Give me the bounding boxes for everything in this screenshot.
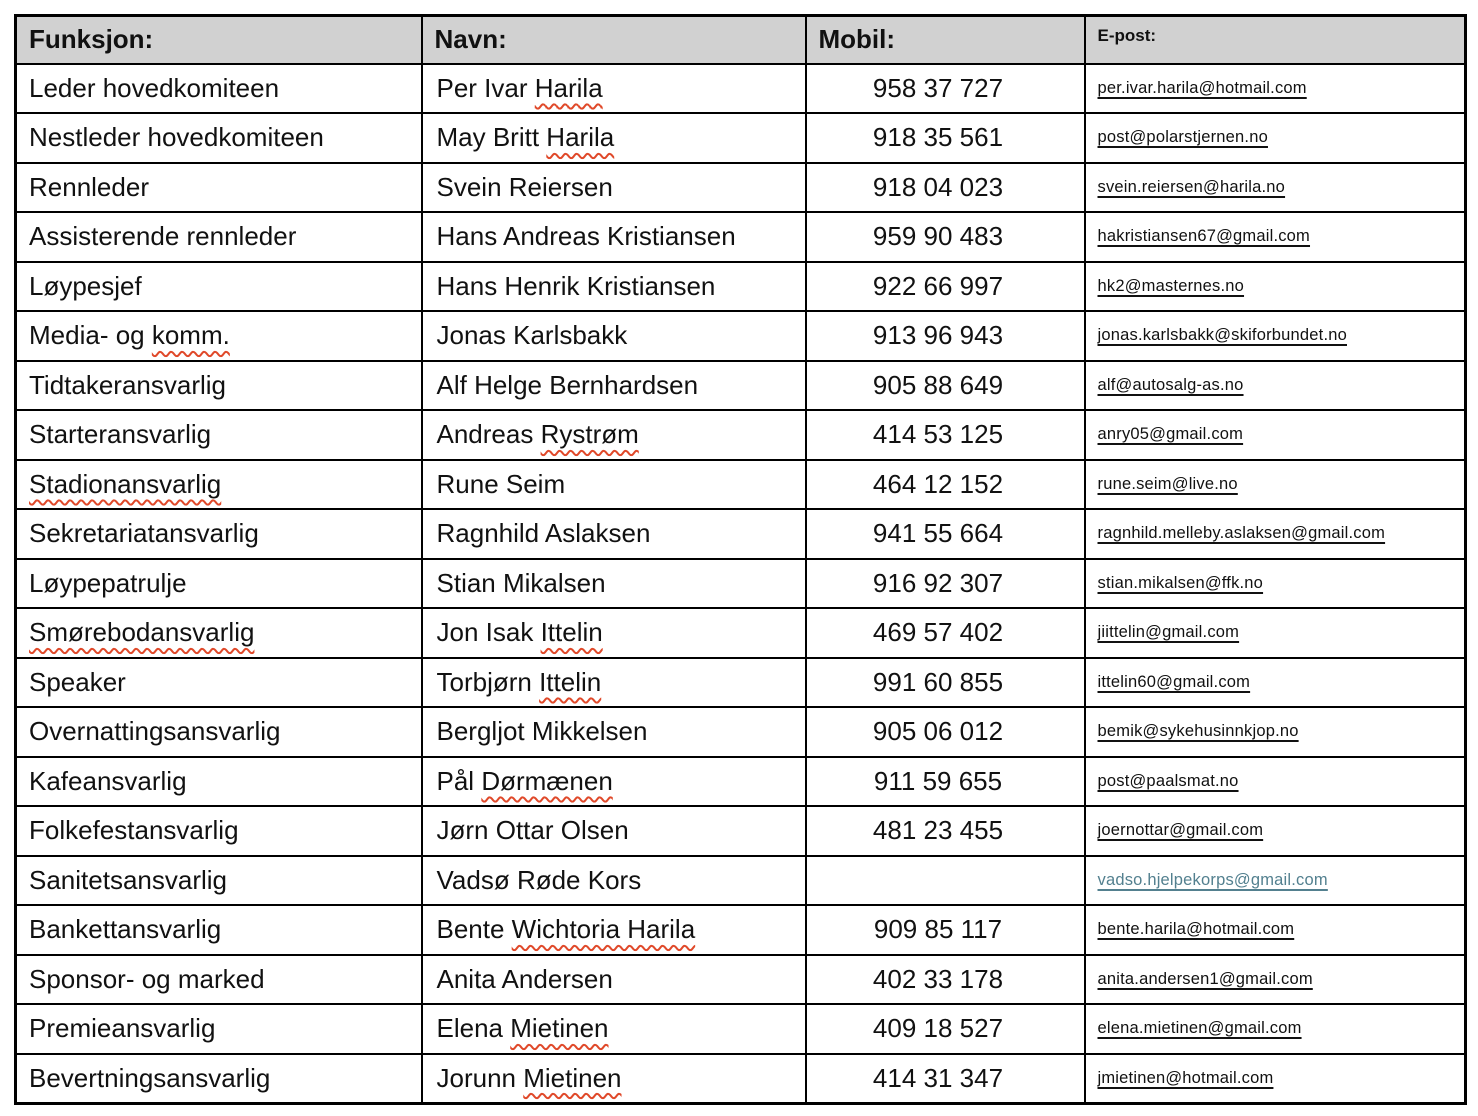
funksjon-cell: Bankettansvarlig: [16, 905, 422, 955]
navn-cell: Ragnhild Aslaksen: [422, 509, 806, 559]
navn-cell: Hans Andreas Kristiansen: [422, 212, 806, 262]
mobil-cell: 918 04 023: [806, 163, 1085, 213]
navn-cell: Rune Seim: [422, 460, 806, 510]
misspelled-text: Smørebodansvarlig: [29, 617, 255, 648]
email-link[interactable]: jmietinen@hotmail.com: [1097, 1068, 1274, 1087]
navn-cell: Jon Isak Ittelin: [422, 608, 806, 658]
navn-cell: Svein Reiersen: [422, 163, 806, 213]
funksjon-cell: Leder hovedkomiteen: [16, 64, 422, 114]
table-header: [16, 16, 1466, 64]
misspelled-text: Ittelin: [539, 666, 602, 697]
navn-cell: Alf Helge Bernhardsen: [422, 361, 806, 411]
epost-cell: [1085, 163, 1466, 213]
mobil-cell: 481 23 455: [806, 806, 1085, 856]
table-row: [16, 559, 1466, 609]
misspelled-text: Rystrøm: [540, 419, 639, 450]
epost-cell: [1085, 559, 1466, 609]
misspelled-text: komm.: [151, 320, 230, 351]
email-link[interactable]: per.ivar.harila@hotmail.com: [1097, 78, 1307, 97]
funksjon-cell: Assisterende rennleder: [16, 212, 422, 262]
table-row: [16, 113, 1466, 163]
funksjon-cell: Media- og komm.: [16, 311, 422, 361]
table-row: [16, 311, 1466, 361]
email-link[interactable]: svein.reiersen@harila.no: [1097, 177, 1286, 196]
mobil-cell: 941 55 664: [806, 509, 1085, 559]
column-header-mobil: Mobil:: [806, 16, 1085, 64]
mobil-cell: 922 66 997: [806, 262, 1085, 312]
email-link[interactable]: ittelin60@gmail.com: [1097, 672, 1251, 691]
navn-cell: Bergljot Mikkelsen: [422, 707, 806, 757]
mobil-cell: [806, 856, 1085, 906]
table-row: [16, 1054, 1466, 1104]
table-row: [16, 806, 1466, 856]
epost-cell: [1085, 658, 1466, 708]
epost-cell: [1085, 806, 1466, 856]
table-row: [16, 509, 1466, 559]
email-link[interactable]: hk2@masternes.no: [1097, 276, 1245, 295]
navn-cell: Jørn Ottar Olsen: [422, 806, 806, 856]
email-link[interactable]: anry05@gmail.com: [1097, 425, 1244, 444]
table-row: [16, 707, 1466, 757]
table-row: [16, 658, 1466, 708]
epost-cell: [1085, 311, 1466, 361]
mobil-cell: 414 31 347: [806, 1054, 1085, 1104]
navn-cell: Andreas Rystrøm: [422, 410, 806, 460]
table-row: [16, 361, 1466, 411]
navn-cell: Anita Andersen: [422, 955, 806, 1005]
email-link[interactable]: elena.mietinen@gmail.com: [1097, 1019, 1302, 1038]
table-row: [16, 1004, 1466, 1054]
funksjon-cell: Løypepatrulje: [16, 559, 422, 609]
navn-cell: Jonas Karlsbakk: [422, 311, 806, 361]
funksjon-cell: Løypesjef: [16, 262, 422, 312]
navn-cell: Stian Mikalsen: [422, 559, 806, 609]
email-link[interactable]: bente.harila@hotmail.com: [1097, 920, 1295, 939]
navn-cell: Elena Mietinen: [422, 1004, 806, 1054]
table-row: [16, 163, 1466, 213]
epost-cell: [1085, 361, 1466, 411]
misspelled-text: Harila: [534, 72, 603, 103]
email-link[interactable]: post@paalsmat.no: [1097, 771, 1239, 790]
mobil-cell: 909 85 117: [806, 905, 1085, 955]
epost-cell: [1085, 212, 1466, 262]
table-row: [16, 905, 1466, 955]
email-link[interactable]: anita.andersen1@gmail.com: [1097, 969, 1313, 988]
funksjon-cell: Folkefestansvarlig: [16, 806, 422, 856]
funksjon-cell: Kafeansvarlig: [16, 757, 422, 807]
epost-cell: [1085, 460, 1466, 510]
epost-cell: [1085, 410, 1466, 460]
email-link[interactable]: stian.mikalsen@ffk.no: [1097, 573, 1264, 592]
epost-cell: [1085, 64, 1466, 114]
column-header-epost: E-post:: [1085, 16, 1466, 64]
epost-cell: [1085, 856, 1466, 906]
mobil-cell: 905 06 012: [806, 707, 1085, 757]
email-link[interactable]: hakristiansen67@gmail.com: [1097, 227, 1311, 246]
funksjon-cell: Bevertningsansvarlig: [16, 1054, 422, 1104]
mobil-cell: 916 92 307: [806, 559, 1085, 609]
epost-cell: [1085, 1004, 1466, 1054]
mobil-cell: 409 18 527: [806, 1004, 1085, 1054]
navn-cell: Bente Wichtoria Harila: [422, 905, 806, 955]
misspelled-text: Mietinen: [523, 1062, 622, 1093]
misspelled-text: Wichtoria Harila: [511, 914, 696, 945]
navn-cell: Jorunn Mietinen: [422, 1054, 806, 1104]
navn-cell: Per Ivar Harila: [422, 64, 806, 114]
email-link[interactable]: vadso.hjelpekorps@gmail.com: [1097, 870, 1328, 889]
mobil-cell: 959 90 483: [806, 212, 1085, 262]
funksjon-cell: Nestleder hovedkomiteen: [16, 113, 422, 163]
misspelled-text: Dørmænen: [481, 765, 613, 796]
funksjon-cell: Sponsor- og marked: [16, 955, 422, 1005]
table-row: [16, 757, 1466, 807]
epost-cell: [1085, 757, 1466, 807]
funksjon-cell: Sekretariatansvarlig: [16, 509, 422, 559]
column-header-navn: Navn:: [422, 16, 806, 64]
funksjon-cell: Rennleder: [16, 163, 422, 213]
epost-cell: [1085, 905, 1466, 955]
table-row: [16, 955, 1466, 1005]
funksjon-cell: Overnattingsansvarlig: [16, 707, 422, 757]
epost-cell: [1085, 113, 1466, 163]
table-row: [16, 608, 1466, 658]
mobil-cell: 414 53 125: [806, 410, 1085, 460]
email-link[interactable]: bemik@sykehusinnkjop.no: [1097, 722, 1299, 741]
table-row: [16, 64, 1466, 114]
mobil-cell: 911 59 655: [806, 757, 1085, 807]
navn-cell: Hans Henrik Kristiansen: [422, 262, 806, 312]
table-row: [16, 460, 1466, 510]
funksjon-cell: [16, 460, 422, 510]
misspelled-text: Ittelin: [540, 617, 603, 648]
funksjon-cell: Speaker: [16, 658, 422, 708]
funksjon-cell: Sanitetsansvarlig: [16, 856, 422, 906]
funksjon-cell: Premieansvarlig: [16, 1004, 422, 1054]
table-row: [16, 212, 1466, 262]
mobil-cell: 402 33 178: [806, 955, 1085, 1005]
mobil-cell: 991 60 855: [806, 658, 1085, 708]
email-link[interactable]: jiittelin@gmail.com: [1097, 623, 1240, 642]
funksjon-cell: [16, 608, 422, 658]
funksjon-cell: Starteransvarlig: [16, 410, 422, 460]
email-link[interactable]: rune.seim@live.no: [1097, 474, 1238, 493]
email-link[interactable]: post@polarstjernen.no: [1097, 128, 1268, 147]
contact-table: [14, 14, 1467, 1105]
email-link[interactable]: joernottar@gmail.com: [1097, 821, 1264, 840]
column-header-funksjon: Funksjon:: [16, 16, 422, 64]
mobil-cell: 958 37 727: [806, 64, 1085, 114]
mobil-cell: 905 88 649: [806, 361, 1085, 411]
navn-cell: Vadsø Røde Kors: [422, 856, 806, 906]
epost-cell: [1085, 1054, 1466, 1104]
table-row: [16, 262, 1466, 312]
epost-cell: [1085, 707, 1466, 757]
funksjon-cell: Tidtakeransvarlig: [16, 361, 422, 411]
mobil-cell: 918 35 561: [806, 113, 1085, 163]
mobil-cell: 464 12 152: [806, 460, 1085, 510]
mobil-cell: 469 57 402: [806, 608, 1085, 658]
table-body: [16, 64, 1466, 1104]
navn-cell: Torbjørn Ittelin: [422, 658, 806, 708]
epost-cell: [1085, 608, 1466, 658]
email-link[interactable]: alf@autosalg-as.no: [1097, 375, 1244, 394]
epost-cell: [1085, 509, 1466, 559]
email-link[interactable]: ragnhild.melleby.aslaksen@gmail.com: [1097, 524, 1386, 543]
table-row: [16, 410, 1466, 460]
navn-cell: May Britt Harila: [422, 113, 806, 163]
mobil-cell: 913 96 943: [806, 311, 1085, 361]
misspelled-text: Mietinen: [510, 1013, 609, 1044]
misspelled-text: Stadionansvarlig: [29, 468, 222, 499]
misspelled-text: Harila: [546, 122, 615, 153]
email-link[interactable]: jonas.karlsbakk@skiforbundet.no: [1097, 326, 1347, 345]
header-row: [16, 16, 1466, 64]
table-row: [16, 856, 1466, 906]
navn-cell: Pål Dørmænen: [422, 757, 806, 807]
epost-cell: [1085, 955, 1466, 1005]
epost-cell: [1085, 262, 1466, 312]
